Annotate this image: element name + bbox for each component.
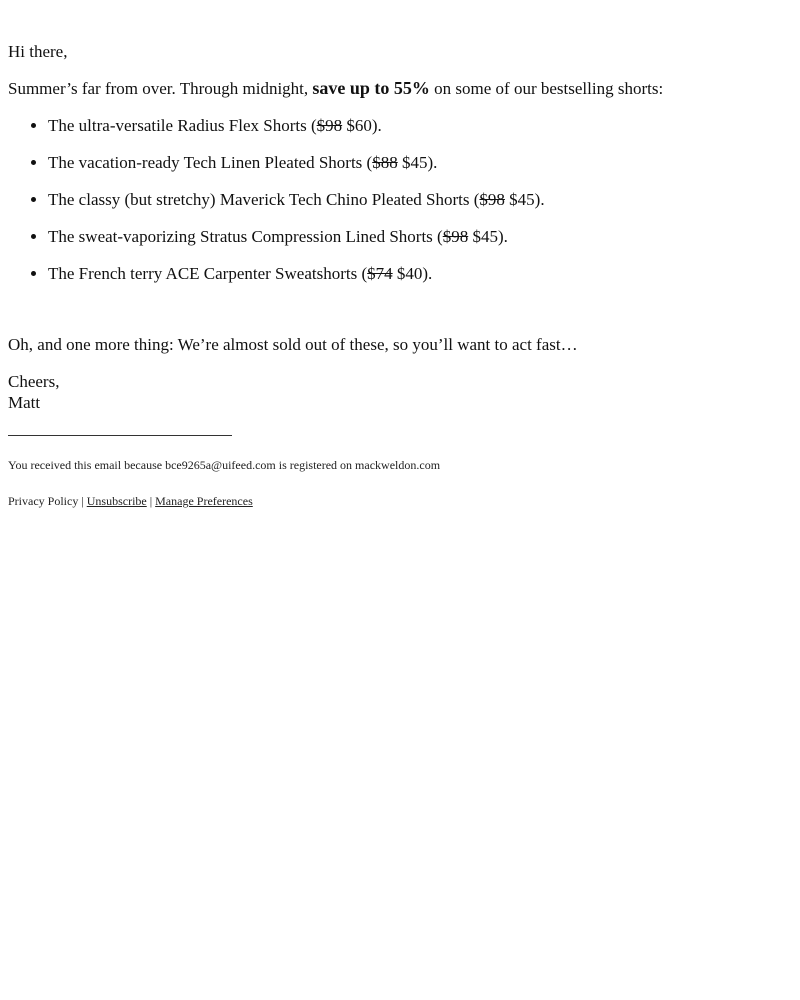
item-text: The French terry ACE Carpenter Sweatshorts ( (48, 264, 368, 283)
manage-preferences-link[interactable]: Manage Preferences (155, 494, 253, 508)
link-separator: | (81, 494, 84, 508)
signature: Matt (8, 393, 41, 412)
item-text: The vacation-ready Tech Linen Pleated Shorts ( (48, 153, 373, 172)
closing-paragraph: Oh, and one more thing: We’re almost sold out of these, so you’ll want to act fast… (8, 335, 578, 354)
item-text: The sweat-vaporizing Stratus Compression Lined Shorts ( (48, 227, 443, 246)
footer-notice: You received this email because bce9265a@uifeed.com is registered on mackweldon.com (8, 458, 441, 472)
list-item (48, 263, 792, 284)
list-item (48, 226, 792, 247)
intro-paragraph (8, 78, 792, 99)
link-separator: | (149, 494, 153, 508)
unsubscribe-link[interactable]: Unsubscribe (86, 494, 147, 508)
old-price: $74 (367, 264, 393, 283)
footer-links (8, 494, 792, 509)
spacer (8, 300, 792, 334)
sale-price: $60). (342, 116, 382, 135)
list-item (48, 189, 792, 210)
intro-text-end: on some of our bestselling shorts: (429, 79, 664, 98)
item-text: The ultra-versatile Radius Flex Shorts ( (48, 116, 317, 135)
old-price: $98 (316, 116, 343, 135)
sale-price: $45). (468, 227, 508, 246)
list-item (48, 115, 792, 136)
intro-text: Summer’s far from over. Through midnight, (8, 79, 313, 98)
privacy-policy-label: Privacy Policy (8, 494, 79, 508)
greeting: Hi there, (8, 42, 68, 61)
list-item (48, 152, 792, 173)
old-price: $98 (479, 190, 505, 209)
item-text: The classy (but stretchy) Maverick Tech Chino Pleated Shorts ( (48, 190, 480, 209)
sale-price: $45). (504, 190, 545, 209)
deals-list (8, 115, 792, 284)
footer-divider (8, 435, 232, 436)
old-price: $98 (442, 227, 469, 246)
sale-price: $45). (397, 153, 438, 172)
old-price: $88 (372, 153, 398, 172)
intro-highlight: save up to 55% (312, 78, 430, 98)
signoff-block (8, 371, 792, 413)
sale-price: $40). (392, 264, 433, 283)
signoff: Cheers, (8, 372, 60, 391)
